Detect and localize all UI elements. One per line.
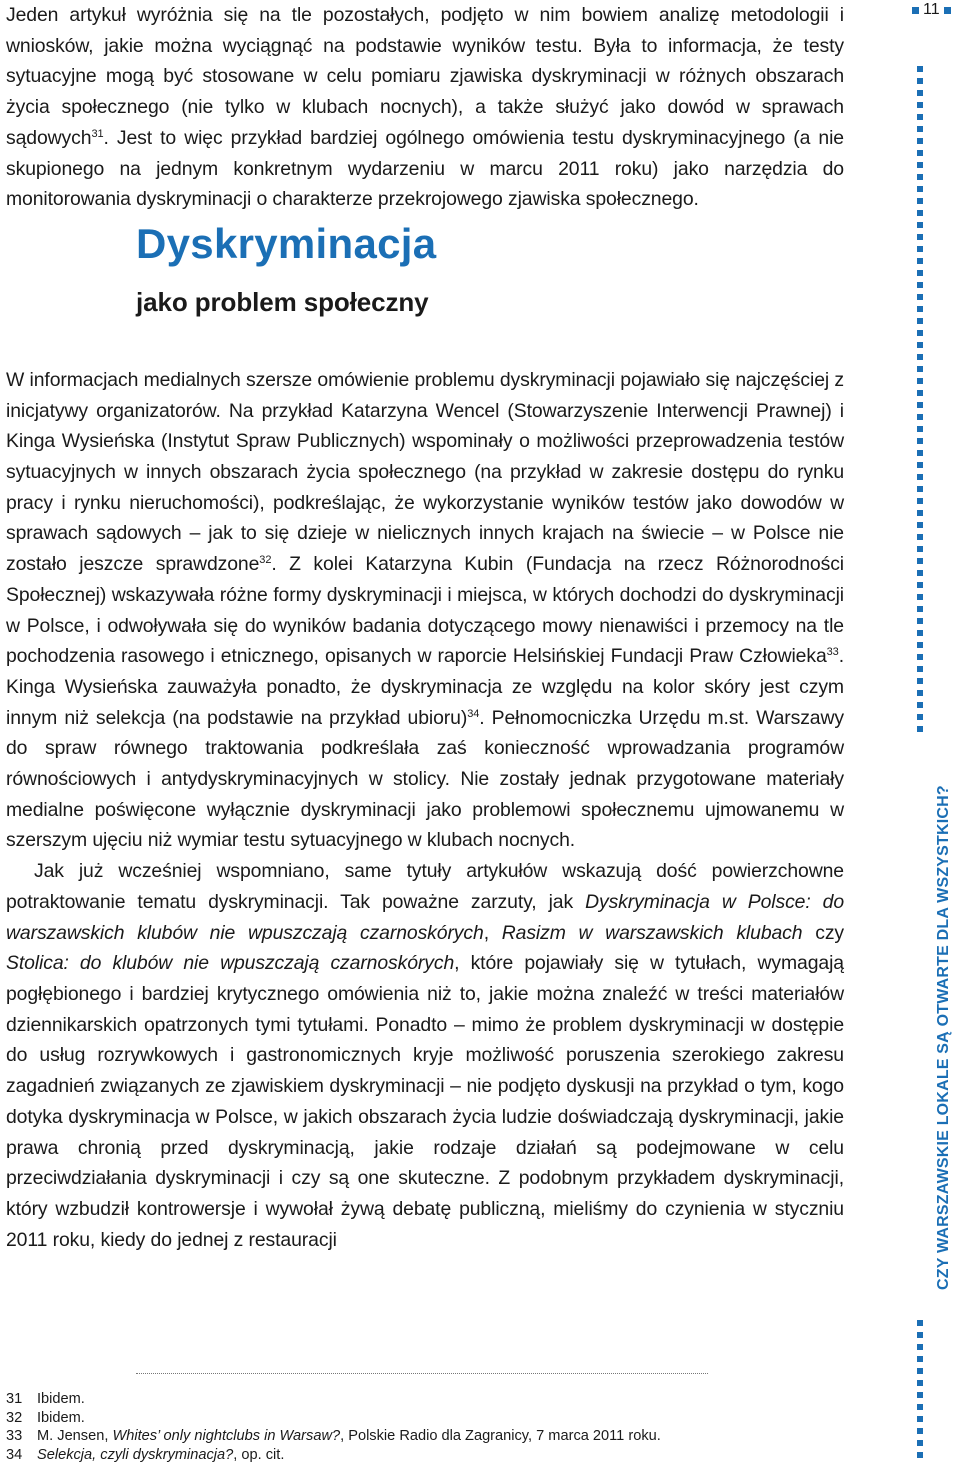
footnote-text — [37, 1427, 661, 1446]
dot-icon — [917, 150, 923, 156]
dot-icon — [917, 1332, 923, 1338]
dot-icon — [917, 342, 923, 348]
footnote — [6, 1390, 846, 1409]
dot-icon — [917, 246, 923, 252]
paragraph-text: W informacjach medialnych szersze omówienie problemu dyskryminacji pojawiało się najczęściej z inicjatywy organizatorów. Na przykład Katarzyna Wencel (Stowarzyszenie Interwencji Prawnej) i Kinga Wysieńska (Instytut Spraw Publicznych) wspominały o możliwości przeprowadzenia testów sytuacyjnych w innych obszarach życia społecznego (na przykład w zakresie dostępu do rynku pracy i rynku nieruchomości), podkreślając, że wykorzystanie wyników testów jako dowodów w sprawach sądowych – jak to się dzieje w nielicznych innych krajach na świecie – w Polsce nie zostało jeszcze sprawdzone — [6, 368, 844, 576]
dot-icon — [917, 534, 923, 540]
dot-icon — [917, 510, 923, 516]
dot-icon — [917, 714, 923, 720]
square-bullet-icon — [944, 7, 951, 14]
dot-icon — [917, 402, 923, 408]
dot-icon — [917, 258, 923, 264]
footnote-text-part: M. Jensen, — [37, 1428, 113, 1445]
dot-icon — [917, 558, 923, 564]
footnotes — [6, 1390, 846, 1464]
paragraph-text: Jak już wcześniej wspomniano, same tytuły artykułów wskazują dość powierzchowne potraktowanie tematu dyskryminacji. Tak poważne zarzuty, jak — [6, 860, 844, 913]
footnote-ref: 32 — [259, 554, 272, 567]
dot-icon — [917, 726, 923, 732]
paragraph-text: . Kinga Wysieńska zauważyła ponadto, że dyskryminacja ze względu na kolor skóry jest czym innym niż selekcja (na podstawie na przykład ubioru) — [6, 645, 844, 729]
footnote-number: 34 — [6, 1446, 23, 1463]
section-heading — [6, 215, 844, 365]
dot-icon — [917, 486, 923, 492]
dot-icon — [917, 618, 923, 624]
paragraph-text: Jeden artykuł wyróżnia się na tle pozostałych, podjęto w nim bowiem analizę metodologii i wniosków, jakie można wyciągnąć na podstawie wyników testu. Była to informacja, że testy sytuacyjne mogą być stosowane w celu pomiaru zjawiska dyskryminacji w różnych obszarach życia społecznego (nie tylko w klubach nocnych), a także służyć jako dowód w sprawach sądowych — [6, 4, 844, 149]
paragraph-text: czy — [802, 921, 845, 944]
footnote-text-part: , Polskie Radio dla Zagranicy, 7 marca 2011 roku. — [340, 1428, 661, 1445]
dot-icon — [917, 642, 923, 648]
dot-icon — [917, 366, 923, 372]
paragraph-text: . Z kolei Katarzyna Kubin (Fundacja na rzecz Różnorodności Społecznej) wskazywała różne formy dyskryminacji i miejsca, w których dochodzi do dyskryminacji w Polsce, i odwoływała się do wyników badania dotyczącego mowy nienawiści i przemocy na tle pochodzenia rasowego i etnicznego, opisanych w raporcie Helsińskiej Fundacji Praw Człowieka — [6, 553, 844, 668]
dot-icon — [917, 1440, 923, 1446]
footnote-title: Selekcja, czyli dyskryminacja? — [37, 1446, 234, 1463]
dot-icon — [917, 678, 923, 684]
dot-icon — [917, 90, 923, 96]
footnote-ref: 33 — [826, 646, 839, 659]
dot-icon — [917, 414, 923, 420]
dot-icon — [917, 1404, 923, 1410]
dot-icon — [917, 330, 923, 336]
dot-icon — [917, 570, 923, 576]
paragraph-text: , które pojawiały się w tytułach, wymagają pogłębionego i bardziej krytycznego omówienia niż to, jakie można znaleźć w treści materiałów dziennikarskich opatrzonych tymi tytułami. Ponadto – mimo że problem dyskryminacji w dostępie do usług rozrywkowych i gastronomicznych kryje możliwość poruszenia szerokiego zakresu zagadnień związanych ze zjawiskiem dyskryminacji – nie podjęto dyskusji na przykład o tym, kogo dotyka dyskryminacja w Polsce, w jakich obszarach życia ludzie doświadczają dyskryminacji, jakie prawa chronią przed dyskryminacją, jakie rodzaje działań są podejmowane w celu przeciwdziałania dyskryminacji i czy są one skuteczne. Z podobnym przykładem dyskryminacji, który wzbudził kontrowersje i wywołał żywą debatę publiczną, mieliśmy do czynienia w styczniu 2011 roku, kiedy do jednej z restauracji — [6, 952, 844, 1251]
dot-icon — [917, 198, 923, 204]
footnote-text — [37, 1446, 284, 1465]
paragraph-text: . Jest to więc przykład bardziej ogólnego omówienia testu dyskryminacyjnego (a nie skupionego na jednym konkretnym wydarzeniu w marcu 2011 roku) jako narzędzia do monitorowania dyskryminacji o charakterze przekrojowego zjawiska społecznego. — [6, 126, 844, 211]
article-title: Stolica: do klubów nie wpuszczają czarnoskórych — [6, 952, 455, 975]
dot-icon — [917, 114, 923, 120]
dot-icon — [917, 66, 923, 72]
dot-icon — [917, 1320, 923, 1326]
footnote-title: Whites’ only nightclubs in Warsaw? — [112, 1428, 341, 1445]
dot-icon — [917, 1380, 923, 1386]
dot-icon — [917, 102, 923, 108]
footnote-number: 31 — [6, 1391, 23, 1407]
dot-icon — [917, 390, 923, 396]
paragraph-2 — [6, 365, 844, 856]
page-number-text: 11 — [923, 1, 940, 18]
footnote — [6, 1427, 846, 1446]
dot-icon — [917, 690, 923, 696]
dot-icon — [917, 666, 923, 672]
footnote-text: Ibidem. — [37, 1391, 85, 1407]
dot-icon — [917, 462, 923, 468]
paragraph-1 — [6, 0, 844, 215]
dot-icon — [917, 474, 923, 480]
dot-icon — [917, 138, 923, 144]
dot-icon — [917, 282, 923, 288]
dot-icon — [917, 1416, 923, 1422]
page-number — [912, 0, 960, 20]
dot-icon — [917, 270, 923, 276]
footnote-ref: 31 — [91, 127, 104, 140]
dot-icon — [917, 1452, 923, 1458]
dot-icon — [917, 438, 923, 444]
dot-icon — [917, 498, 923, 504]
dot-icon — [917, 546, 923, 552]
dot-icon — [917, 1368, 923, 1374]
dotted-rule-bottom — [917, 1320, 924, 1464]
dot-icon — [917, 234, 923, 240]
dot-icon — [917, 702, 923, 708]
dot-icon — [917, 606, 923, 612]
square-bullet-icon — [912, 7, 919, 14]
dotted-rule-top — [917, 66, 924, 738]
dot-icon — [917, 294, 923, 300]
dot-icon — [917, 126, 923, 132]
footnote-separator — [136, 1373, 708, 1374]
dot-icon — [917, 1392, 923, 1398]
dot-icon — [917, 630, 923, 636]
running-title: CZY WARSZAWSKIE LOKALE SĄ OTWARTE DLA WSZYSTKICH? — [935, 785, 952, 1290]
dot-icon — [917, 174, 923, 180]
dot-icon — [917, 162, 923, 168]
dot-icon — [917, 210, 923, 216]
footnote-ref: 34 — [467, 707, 480, 720]
dot-icon — [917, 654, 923, 660]
dot-icon — [917, 1344, 923, 1350]
footnote-number: 32 — [6, 1409, 23, 1426]
dot-icon — [917, 318, 923, 324]
dot-icon — [917, 186, 923, 192]
footnote-number: 33 — [6, 1428, 23, 1445]
paragraph-3 — [6, 856, 844, 1255]
dot-icon — [917, 426, 923, 432]
dot-icon — [917, 594, 923, 600]
section-title: Dyskryminacja — [136, 219, 437, 267]
dot-icon — [917, 1428, 923, 1434]
dot-icon — [917, 1356, 923, 1362]
dot-icon — [917, 378, 923, 384]
dot-icon — [917, 354, 923, 360]
paragraph-text: . Pełnomocniczka Urzędu m.st. Warszawy do spraw równego traktowania podkreślała zaś konieczność wprowadzania programów równościowych i antydyskryminacyjnych w stolicy. Nie zostały jednak przygotowane materiały medialne poświęcone wyłącznie dyskryminacji jako problemowi społecznemu ujmowanemu w szerszym ujęciu niż wymiar testu sytuacyjnego w klubach nocnych. — [6, 706, 844, 852]
article-title: Rasizm w warszawskich klubach — [501, 921, 803, 944]
article-title: Dyskryminacja w Polsce: do warszawskich klubów nie wpuszczają czarnoskórych — [6, 890, 845, 944]
dot-icon — [917, 522, 923, 528]
footnote — [6, 1409, 846, 1428]
footnote — [6, 1446, 846, 1465]
body-text — [6, 0, 844, 1255]
dot-icon — [917, 582, 923, 588]
dot-icon — [917, 450, 923, 456]
dot-icon — [917, 78, 923, 84]
paragraph-text: , — [483, 921, 502, 944]
section-subtitle: jako problem społeczny — [136, 286, 429, 317]
dot-icon — [917, 306, 923, 312]
footnote-text: Ibidem. — [37, 1409, 85, 1426]
footnote-text-part: , op. cit. — [233, 1446, 285, 1463]
dot-icon — [917, 222, 923, 228]
